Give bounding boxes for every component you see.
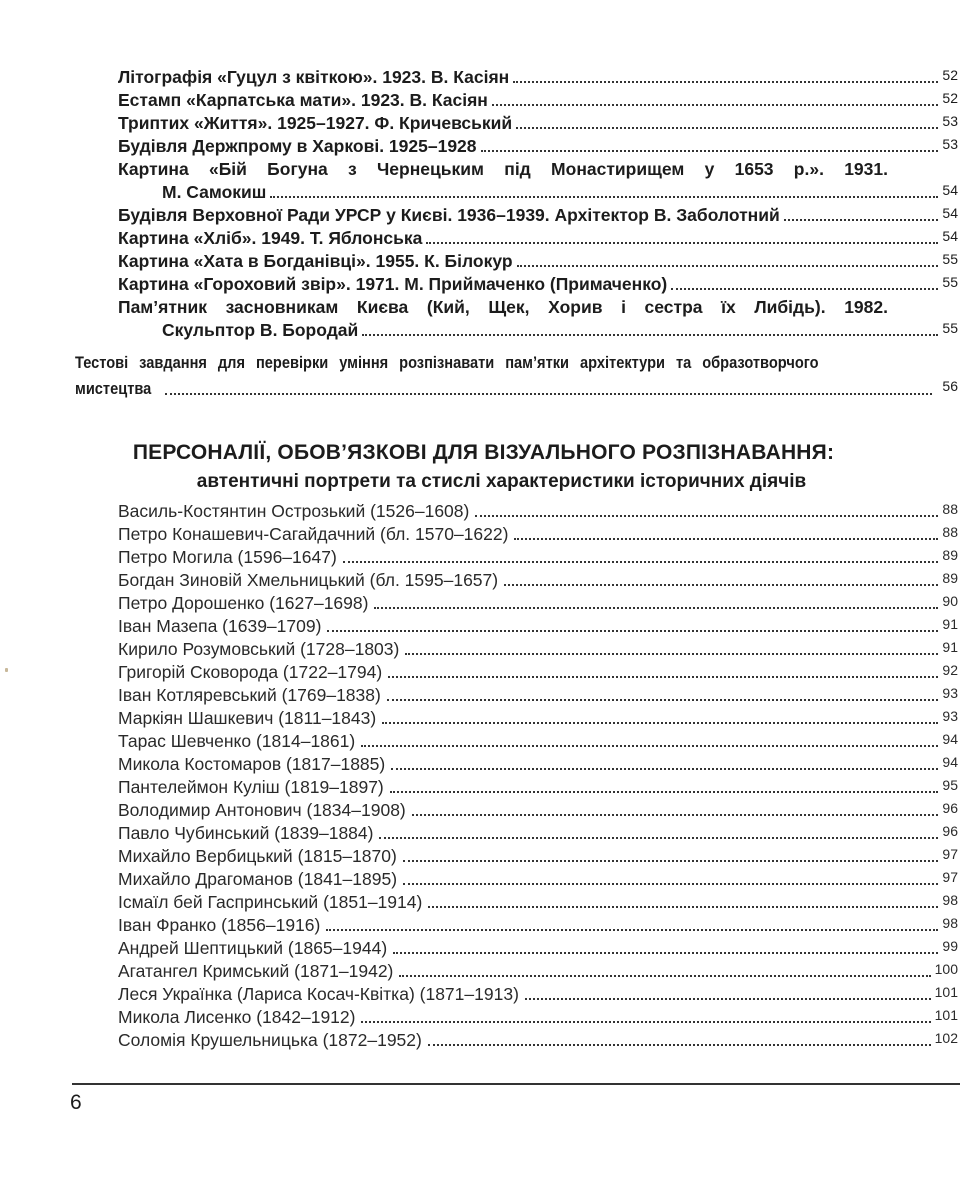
person-entry-title: Ісмаїл бей Гаспринський (1851–1914) [118,892,423,912]
dot-leader [343,561,939,563]
person-entry[interactable] [118,569,958,592]
person-entry[interactable] [118,914,958,937]
person-entry-title: Маркіян Шашкевич (1811–1843) [118,708,377,728]
dot-leader [388,676,938,678]
person-entry-page: 97 [942,846,958,862]
toc-entry[interactable] [118,135,958,158]
dot-leader [361,1021,930,1023]
toc-entry-page: 52 [942,67,958,83]
person-entry[interactable] [118,868,958,891]
person-entry-page: 102 [934,1030,958,1046]
dot-leader [165,393,932,395]
person-entry-page: 97 [942,869,958,885]
dot-leader [403,883,938,885]
person-entry[interactable] [118,1029,958,1052]
toc-entry-title-line1: Картина «Бій Богуна з Чернецьким під Монастирищем у 1653 р.». 1931. [118,159,888,179]
dot-leader [481,150,939,152]
person-entry[interactable] [118,799,958,822]
toc-entry[interactable] [118,66,958,89]
person-entry-page: 99 [942,938,958,954]
person-entry-title: Іван Мазепа (1639–1709) [118,616,322,636]
person-entry[interactable] [118,707,958,730]
person-entry[interactable] [118,592,958,615]
dot-leader [387,699,939,701]
dot-leader [270,196,938,198]
person-entry-title: Іван Котляревський (1769–1838) [118,685,381,705]
toc-entry-title: Літографія «Гуцул з квіткою». 1923. В. Касіян [118,67,510,87]
person-entry-title: Григорій Сковорода (1722–1794) [118,662,383,682]
dot-leader [393,952,938,954]
person-entry-page: 92 [942,662,958,678]
person-entry[interactable] [118,960,958,983]
dot-leader [405,653,938,655]
dot-leader [671,288,938,290]
dot-leader [327,630,938,632]
person-entry-page: 89 [942,570,958,586]
dot-leader [492,104,939,106]
person-entry-title: Соломія Крушельницька (1872–1952) [118,1030,422,1050]
person-entry-page: 94 [942,731,958,747]
toc-entry-page: 54 [942,228,958,244]
dot-leader [390,791,939,793]
dot-leader [426,242,938,244]
toc-entry[interactable] [118,227,958,250]
person-entry[interactable] [118,730,958,753]
dot-leader [517,265,939,267]
dot-leader [374,607,938,609]
person-entry-page: 98 [942,915,958,931]
dot-leader [326,929,938,931]
person-entry[interactable] [118,684,958,707]
dot-leader [475,515,938,517]
person-entry-title: Тарас Шевченко (1814–1861) [118,731,356,751]
dot-leader [382,722,938,724]
person-entry[interactable] [118,937,958,960]
person-entry-page: 88 [942,524,958,540]
toc-entry-title: Триптих «Життя». 1925–1927. Ф. Кричевський [118,113,513,133]
person-entry-title: Микола Лисенко (1842–1912) [118,1007,356,1027]
toc-entry-title-line2: Скульптор В. Бородай [162,320,359,340]
person-entry-title: Петро Конашевич-Сагайдачний (бл. 1570–1622) [118,524,509,544]
person-entry-title: Андрей Шептицький (1865–1944) [118,938,388,958]
section-title: ПЕРСОНАЛІЇ, ОБОВ’ЯЗКОВІ ДЛЯ ВІЗУАЛЬНОГО РОЗПІЗНАВАННЯ: [132,441,835,464]
toc-entry[interactable] [118,273,958,296]
person-entry-page: 95 [942,777,958,793]
person-entry-page: 90 [942,593,958,609]
person-entry[interactable] [118,822,958,845]
person-entry-title: Володимир Антонович (1834–1908) [118,800,406,820]
toc-entry-title: Естамп «Карпатська мати». 1923. В. Касіян [118,90,488,110]
dot-leader [362,334,938,336]
toc-entry[interactable] [118,250,958,273]
paper-speck [5,668,8,672]
toc-entry-title: Картина «Хліб». 1949. Т. Яблонська [118,228,423,248]
person-entry-page: 93 [942,685,958,701]
person-entry[interactable] [118,1006,958,1029]
person-entry[interactable] [118,500,958,523]
dot-leader [428,906,938,908]
toc-entry-page: 55 [942,274,958,290]
person-entry-title: Леся Українка (Лариса Косач-Квітка) (1871–1913) [118,984,519,1004]
footer-rule [72,1083,960,1085]
person-entry-title: Михайло Вербицький (1815–1870) [118,846,397,866]
person-entry-page: 94 [942,754,958,770]
section-subtitle: автентичні портрети та стислі характеристики історичних діячів [196,471,807,492]
person-entry-title: Петро Дорошенко (1627–1698) [118,593,369,613]
toc-entry-title: Картина «Хата в Богданівці». 1955. К. Білокур [118,251,513,271]
person-entry-title: Петро Могила (1596–1647) [118,547,337,567]
person-entry-page: 93 [942,708,958,724]
toc-persons [118,500,958,1052]
toc-entry-page: 54 [942,205,958,221]
toc-entry-page: 52 [942,90,958,106]
person-entry-title: Пантелеймон Куліш (1819–1897) [118,777,384,797]
person-entry[interactable] [118,776,958,799]
person-entry-page: 98 [942,892,958,908]
person-entry[interactable] [118,891,958,914]
toc-entry-tests[interactable] [75,350,958,402]
dot-leader [428,1044,931,1046]
page-number: 6 [70,1091,82,1114]
toc-entry-page: 56 [942,378,958,394]
dot-leader [361,745,938,747]
toc-entry-title-line2: М. Самокиш [162,182,267,202]
dot-leader [391,768,938,770]
person-entry-title: Михайло Драгоманов (1841–1895) [118,869,398,889]
toc-entry-title-line1: Пам’ятник засновникам Києва (Кий, Щек, Хорив і сестра їх Либідь). 1982. [118,297,888,317]
person-entry-page: 89 [942,547,958,563]
toc-entry-page: 53 [942,113,958,129]
person-entry[interactable] [118,845,958,868]
dot-leader [525,998,931,1000]
person-entry-title: Іван Франко (1856–1916) [118,915,321,935]
person-entry-page: 96 [942,823,958,839]
dot-leader [514,538,938,540]
toc-artworks [118,66,958,342]
toc-entry-title: Будівля Держпрому в Харкові. 1925–1928 [118,136,477,156]
tests-title-line2: мистецтва [75,379,152,398]
person-entry-page: 100 [934,961,958,977]
toc-entry-page: 53 [942,136,958,152]
toc-entry-page: 55 [942,320,958,336]
person-entry-page: 88 [942,501,958,517]
toc-entry[interactable] [118,89,958,112]
person-entry[interactable] [118,661,958,684]
dot-leader [399,975,930,977]
toc-entry-title: Будівля Верховної Ради УРСР у Києві. 1936–1939. Архітектор В. Заболотний [118,205,780,225]
person-entry-page: 91 [942,616,958,632]
person-entry-title: Кирило Розумовський (1728–1803) [118,639,400,659]
person-entry[interactable] [118,523,958,546]
toc-entry[interactable] [118,112,958,135]
tests-title-line1: Тестові завдання для перевірки уміння розпізнавати пам’ятки архітектури та образотворчого [75,353,819,372]
person-entry-title: Павло Чубинський (1839–1884) [118,823,374,843]
person-entry[interactable] [118,638,958,661]
toc-entry-page: 54 [942,182,958,198]
toc-entry-page: 55 [942,251,958,267]
dot-leader [379,837,938,839]
dot-leader [412,814,939,816]
person-entry-title: Агатангел Кримський (1871–1942) [118,961,394,981]
person-entry-title: Василь-Костянтин Острозький (1526–1608) [118,501,470,521]
person-entry-title: Богдан Зиновій Хмельницький (бл. 1595–1657) [118,570,499,590]
person-entry-page: 101 [934,1007,958,1023]
dot-leader [504,584,938,586]
dot-leader [403,860,939,862]
person-entry[interactable] [118,753,958,776]
toc-entry-boy-bohuna[interactable] [118,158,958,204]
dot-leader [784,219,939,221]
person-entry-page: 91 [942,639,958,655]
person-entry-page: 101 [934,984,958,1000]
dot-leader [513,81,938,83]
person-entry[interactable] [118,615,958,638]
person-entry[interactable] [118,546,958,569]
toc-entry[interactable] [118,204,958,227]
dot-leader [516,127,938,129]
toc-entry-monument[interactable] [118,296,958,342]
person-entry[interactable] [118,983,958,1006]
person-entry-page: 96 [942,800,958,816]
toc-entry-title: Картина «Гороховий звір». 1971. М. Приймаченко (Примаченко) [118,274,668,294]
person-entry-title: Микола Костомаров (1817–1885) [118,754,386,774]
